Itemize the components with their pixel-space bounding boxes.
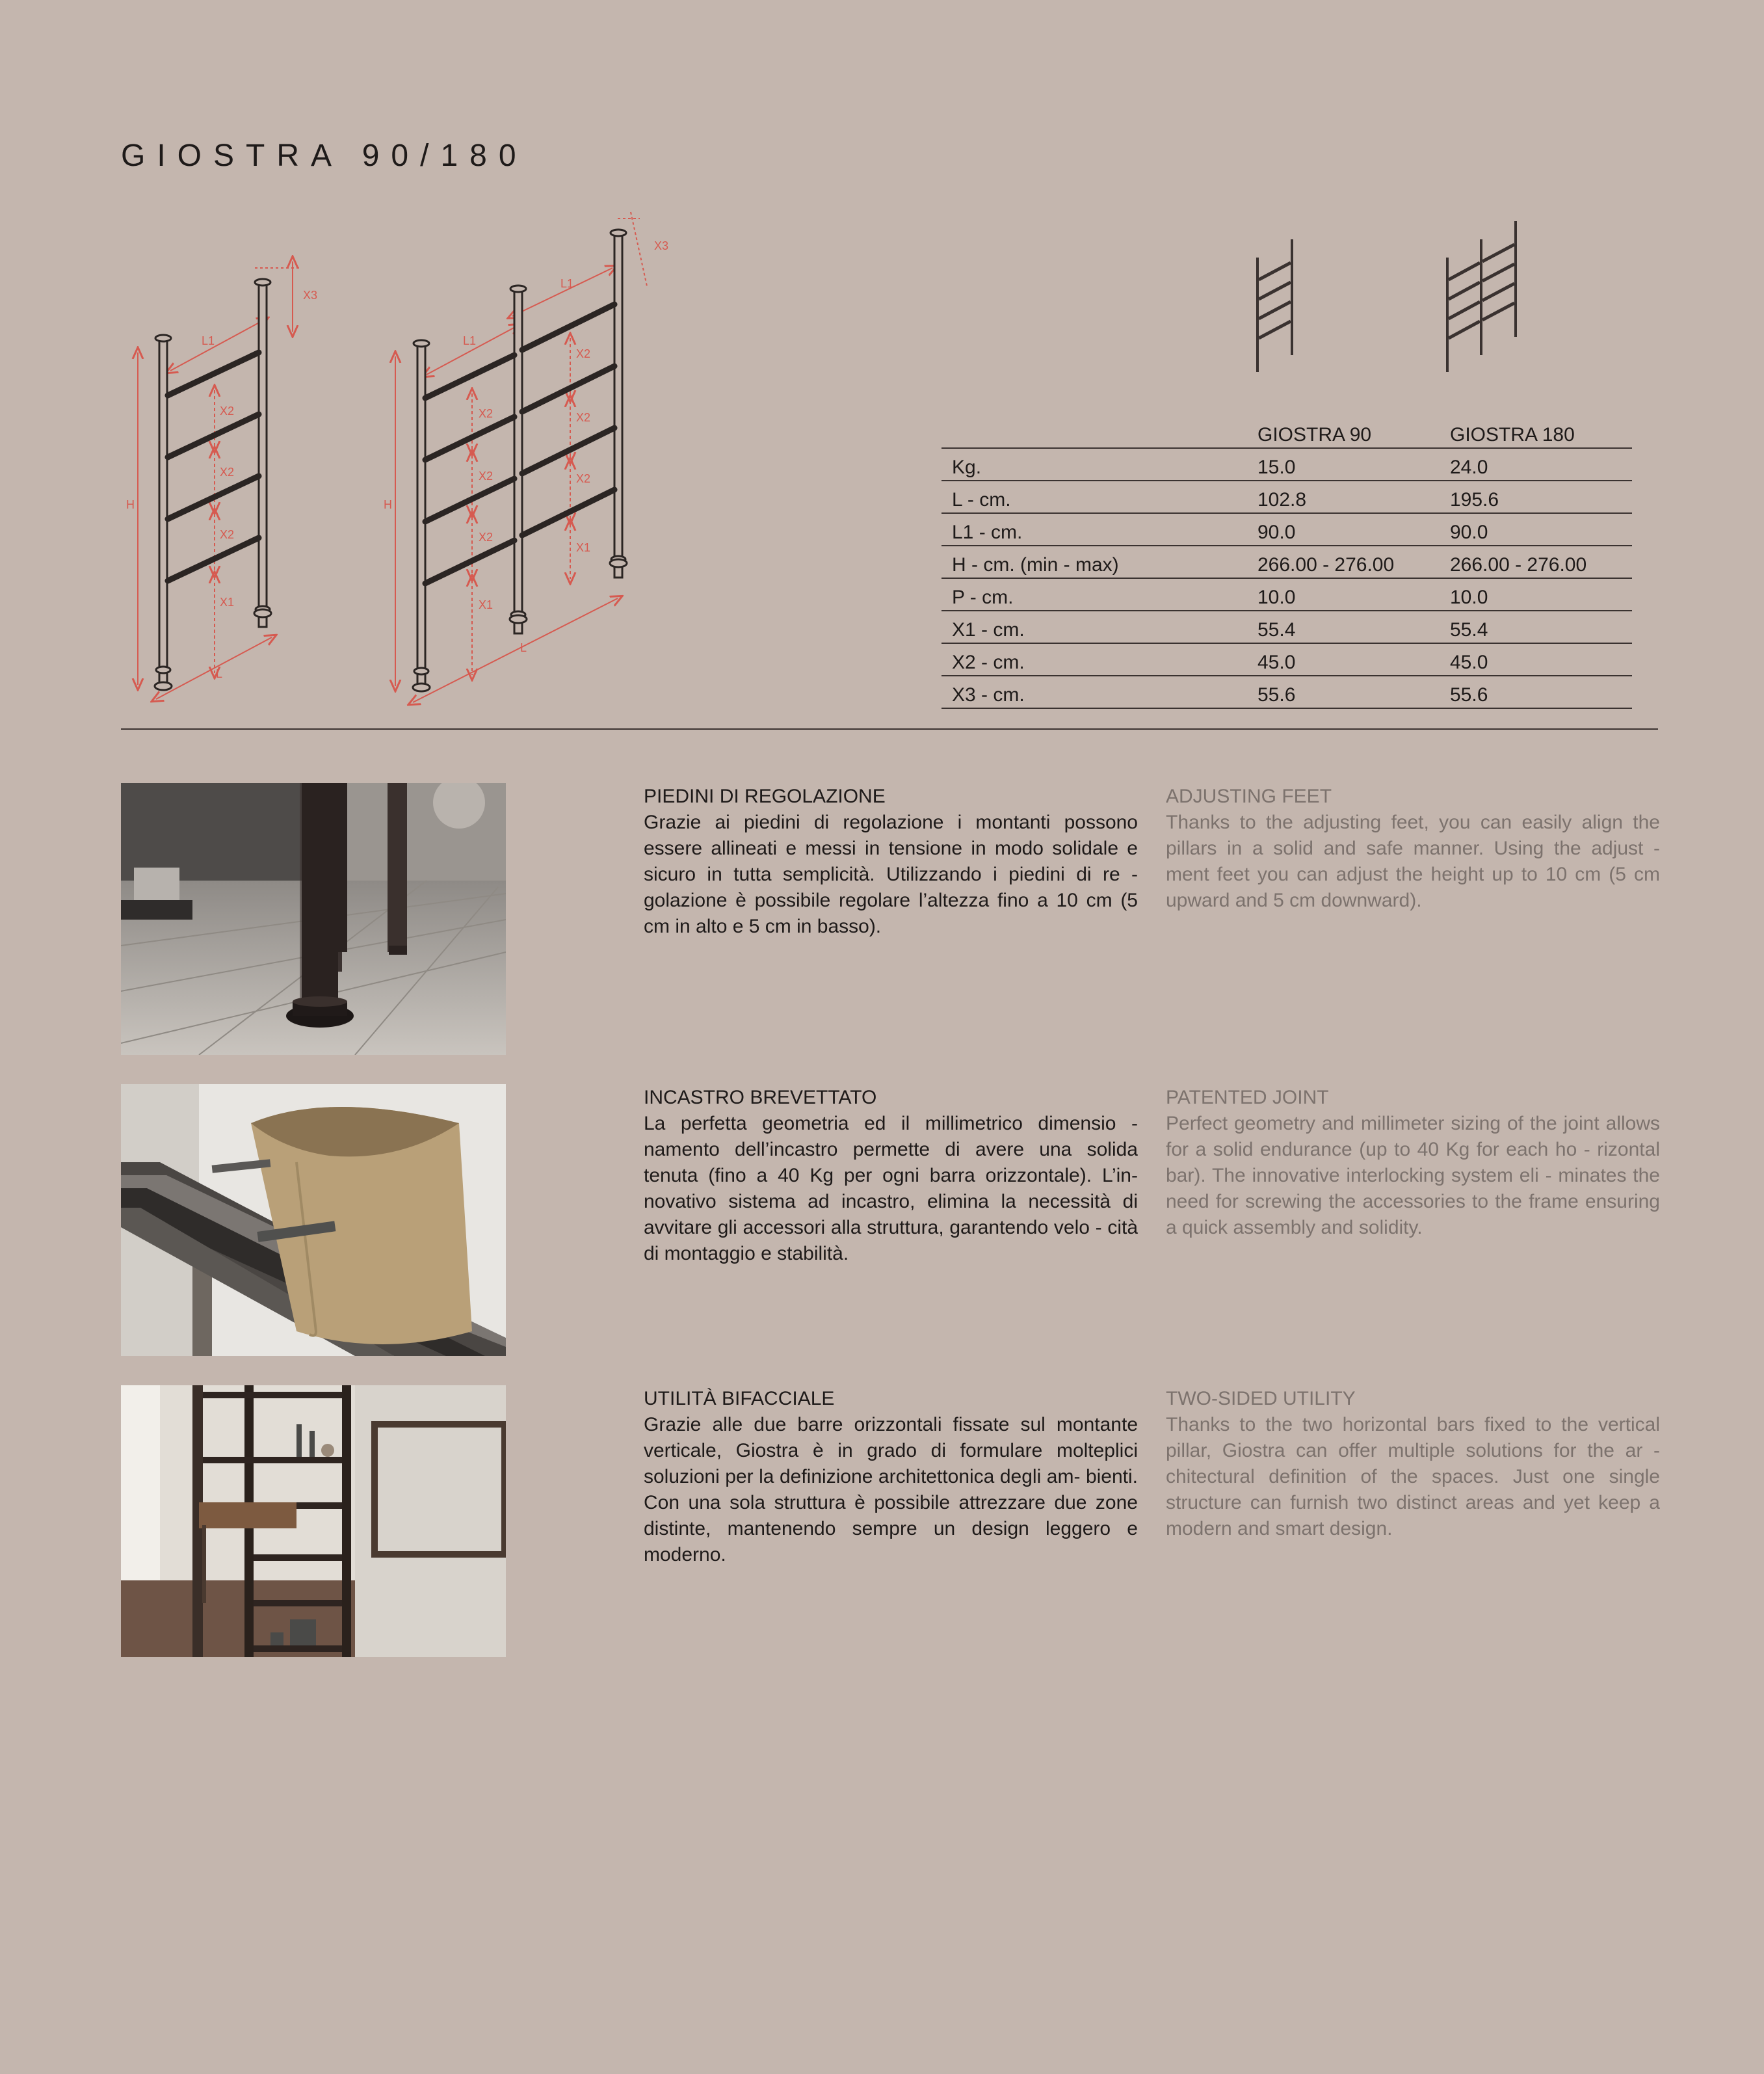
feature-description: La perfetta geometria ed il millimetrico dimensio - namento dell’incastro permette di avere una solida tenuta (fino a 40 Kg per ogni barra orizzontale). L’in- novativo sistema ad incastro, elimina la necessità di avvitare gli accessori alla struttura, garantendo velo - cità di montaggio e stabilità.	[644, 1113, 1138, 1264]
giostra-90-thumbnail	[1257, 239, 1292, 372]
product-thumbnails	[1235, 208, 1534, 377]
adjusting-feet-photo	[121, 783, 506, 1055]
giostra-180-value: 24.0	[1450, 448, 1632, 481]
feature-description: Thanks to the adjusting feet, you can easily align the pillars in a solid and safe manner. Using the adjust - ment feet you can adjust the height up to 10 cm (5 cm upward and 5 cm downward).	[1166, 812, 1660, 911]
column-header: GIOSTRA 180	[1450, 416, 1632, 448]
row-label: L1 - cm.	[941, 513, 1257, 546]
giostra-180-value: 195.6	[1450, 481, 1632, 513]
label-x3: X3	[303, 289, 318, 302]
label-h: H	[384, 498, 392, 511]
patented-joint-photo	[121, 1084, 506, 1356]
table-row	[941, 448, 1632, 481]
label-x1: X1	[220, 596, 235, 609]
table-row	[941, 546, 1632, 578]
feature-description: Thanks to the two horizontal bars fixed to the vertical pillar, Giostra can offer multiple solutions for the ar - chitectural definition of the spaces. Just one single structure can furnish two distinct areas and yet keep a modern and smart design.	[1166, 1414, 1660, 1539]
label-x2: X2	[220, 528, 235, 541]
giostra-180-value: 55.4	[1450, 611, 1632, 643]
feature-title: PIEDINI DI REGOLAZIONE	[644, 786, 886, 807]
row-label: X1 - cm.	[941, 611, 1257, 643]
giostra-180-value: 10.0	[1450, 578, 1632, 611]
two-sided-utility-text-it	[644, 1386, 1138, 1568]
giostra-90-value: 10.0	[1257, 578, 1450, 611]
label-x2: X2	[576, 347, 591, 360]
row-label: Kg.	[941, 448, 1257, 481]
giostra-90-value: 55.4	[1257, 611, 1450, 643]
table-row	[941, 578, 1632, 611]
label-x2: X2	[220, 405, 235, 418]
label-x2: X2	[479, 531, 494, 544]
patented-joint-text-it	[644, 1085, 1138, 1267]
giostra-180-value: 45.0	[1450, 643, 1632, 676]
two-sided-utility-photo	[121, 1385, 506, 1657]
label-x2: X2	[479, 470, 494, 483]
label-l1: L1	[463, 334, 477, 347]
label-x2: X2	[576, 411, 591, 424]
table-row	[941, 643, 1632, 676]
label-x2: X2	[576, 472, 591, 485]
label-x1: X1	[479, 598, 494, 611]
row-label: X3 - cm.	[941, 676, 1257, 708]
label-x2: X2	[479, 407, 494, 420]
row-label: L - cm.	[941, 481, 1257, 513]
giostra-180-value: 266.00 - 276.00	[1450, 546, 1632, 578]
patented-joint-text-en	[1166, 1085, 1660, 1241]
adjusting-feet-text-it	[644, 784, 1138, 940]
giostra-90-value: 15.0	[1257, 448, 1450, 481]
feature-title: ADJUSTING FEET	[1166, 786, 1332, 807]
label-x1: X1	[576, 541, 591, 554]
table-row	[941, 611, 1632, 643]
giostra-180-drawing	[384, 212, 668, 702]
giostra-90-value: 55.6	[1257, 676, 1450, 708]
label-l1: L1	[560, 277, 574, 290]
giostra-90-value: 90.0	[1257, 513, 1450, 546]
label-l: L	[520, 641, 527, 654]
column-header	[941, 416, 1257, 448]
label-x3: X3	[654, 239, 669, 252]
feature-title: INCASTRO BREVETTATO	[644, 1087, 877, 1108]
table-row	[941, 513, 1632, 546]
feature-title: PATENTED JOINT	[1166, 1087, 1329, 1108]
feature-description: Grazie alle due barre orizzontali fissate sul montante verticale, Giostra è in grado di formulare molteplici soluzioni per la definizione architettonica degli am- bienti. Con una sola struttura è possibile attrezzare due zone distinte, mantenendo sempre un design leggero e moderno.	[644, 1414, 1138, 1565]
giostra-180-thumbnail	[1447, 221, 1516, 372]
page-title: GIOSTRA 90/180	[121, 139, 528, 173]
feature-title: UTILITÀ BIFACCIALE	[644, 1388, 835, 1409]
section-divider	[121, 728, 1658, 730]
table-header-row	[941, 416, 1632, 448]
spec-table	[941, 416, 1632, 709]
giostra-90-value: 102.8	[1257, 481, 1450, 513]
label-x2: X2	[220, 466, 235, 479]
feature-description: Perfect geometry and millimeter sizing of the joint allows for a solid endurance (up to 40 Kg for each ho - rizontal bar). The innovative interlocking system eli - minates the need for screwing the accessories to the frame ensuring a quick assembly and solidity.	[1166, 1113, 1660, 1238]
feature-description: Grazie ai piedini di regolazione i montanti possono essere allineati e messi in tensione in modo solidale e sicuro in tutta semplicità. Utilizzando i piedini di re - golazione è possibile regolare l’altezza fino a 10 cm (5 cm in alto e 5 cm in basso).	[644, 812, 1138, 937]
row-label: H - cm. (min - max)	[941, 546, 1257, 578]
table-row	[941, 676, 1632, 708]
row-label: P - cm.	[941, 578, 1257, 611]
adjusting-feet-text-en	[1166, 784, 1660, 914]
label-h: H	[126, 498, 135, 511]
table-row	[941, 481, 1632, 513]
giostra-180-value: 55.6	[1450, 676, 1632, 708]
giostra-90-drawing	[126, 261, 317, 699]
giostra-90-value: 266.00 - 276.00	[1257, 546, 1450, 578]
label-l1: L1	[202, 334, 215, 347]
row-label: X2 - cm.	[941, 643, 1257, 676]
technical-drawings	[117, 208, 689, 715]
label-l: L	[216, 667, 223, 680]
giostra-90-value: 45.0	[1257, 643, 1450, 676]
two-sided-utility-text-en	[1166, 1386, 1660, 1542]
column-header: GIOSTRA 90	[1257, 416, 1450, 448]
giostra-180-value: 90.0	[1450, 513, 1632, 546]
feature-title: TWO-SIDED UTILITY	[1166, 1388, 1356, 1409]
